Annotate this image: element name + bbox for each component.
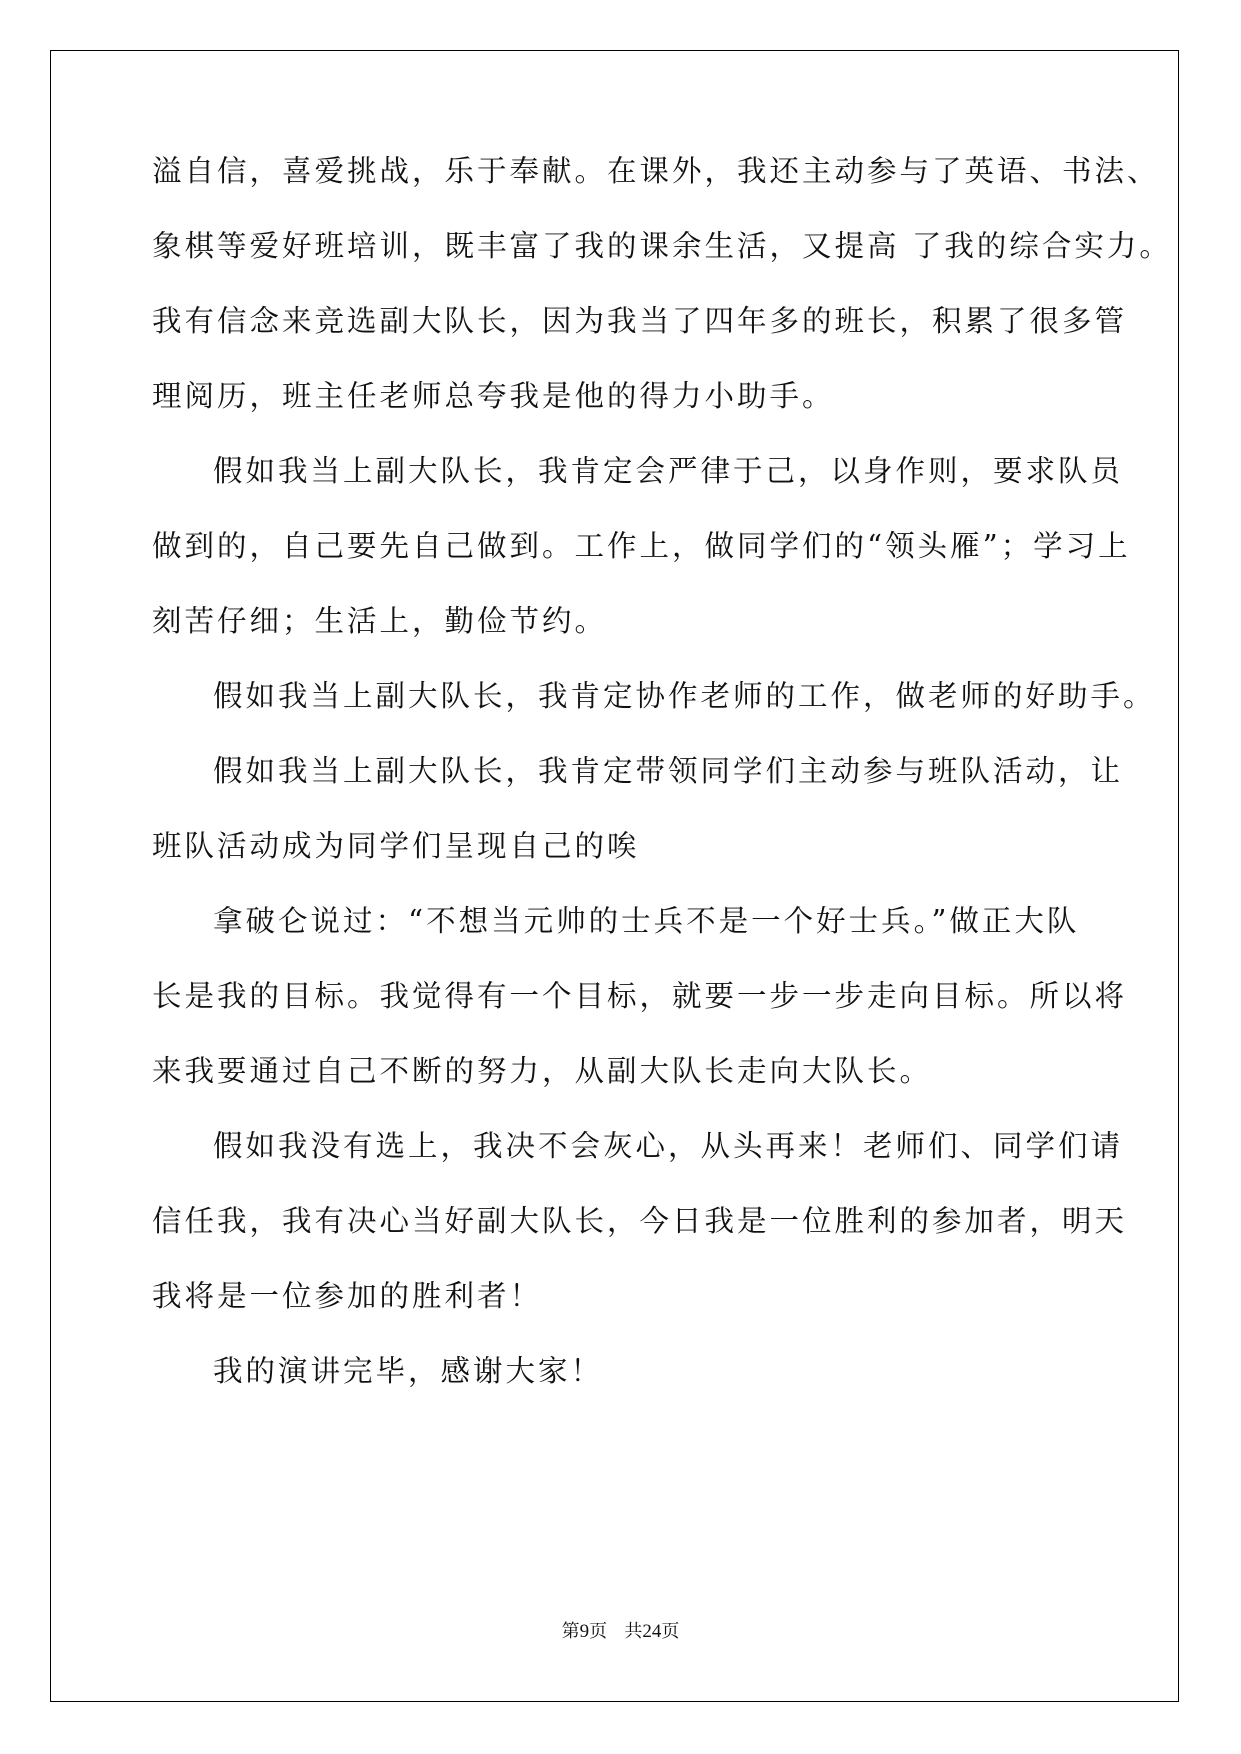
body-line: 来我要通过自己不断的努力，从副大队长走向大队长。 [152, 1054, 933, 1088]
body-line: 溢自信，喜爱挑战，乐于奉献。在课外，我还主动参与了英语、书法、 [152, 154, 1160, 188]
body-line: 班队活动成为同学们呈现自己的唉 [152, 829, 640, 863]
body-line: 我的演讲完毕，感谢大家！ [213, 1354, 604, 1388]
body-line: 信任我，我有决心当好副大队长，今日我是一位胜利的参加者，明天 [152, 1204, 1128, 1238]
body-line: 我将是一位参加的胜利者！ [152, 1279, 543, 1313]
body-line: 象棋等爱好班培训，既丰富了我的课余生活，又提高 了我的综合实力。 [152, 229, 1172, 263]
current-page-number: 9 [579, 1621, 590, 1642]
body-line: 理阅历，班主任老师总夸我是他的得力小助手。 [152, 379, 835, 413]
body-line: 假如我当上副大队长，我肯定带领同学们主动参与班队活动，让 [213, 754, 1124, 788]
total-pages-number: 24 [642, 1621, 662, 1642]
body-line: 假如我当上副大队长，我肯定会严律于己，以身作则，要求队员 [213, 454, 1124, 488]
page-border [50, 50, 1179, 1702]
body-line: 做到的，自己要先自己做到。工作上，做同学们的“领头雁”；学习上 [152, 529, 1131, 563]
body-line: 拿破仑说过：“不想当元帅的士兵不是一个好士兵。”做正大队 [213, 904, 1080, 938]
footer-prefix: 第 [561, 1621, 580, 1642]
page-footer [0, 1617, 1241, 1643]
footer-total-unit: 页 [661, 1621, 680, 1642]
footer-page-unit: 页 [589, 1621, 608, 1642]
footer-total-prefix: 共 [624, 1621, 643, 1642]
body-line: 假如我当上副大队长，我肯定协作老师的工作，做老师的好助手。 [213, 679, 1156, 713]
body-line: 我有信念来竞选副大队长，因为我当了四年多的班长，积累了很多管 [152, 304, 1128, 338]
body-line: 长是我的目标。我觉得有一个目标，就要一步一步走向目标。所以将 [152, 979, 1128, 1013]
body-line: 假如我没有选上，我决不会灰心，从头再来！老师们、同学们请 [213, 1129, 1124, 1163]
body-line: 刻苦仔细；生活上，勤俭节约。 [152, 604, 608, 638]
